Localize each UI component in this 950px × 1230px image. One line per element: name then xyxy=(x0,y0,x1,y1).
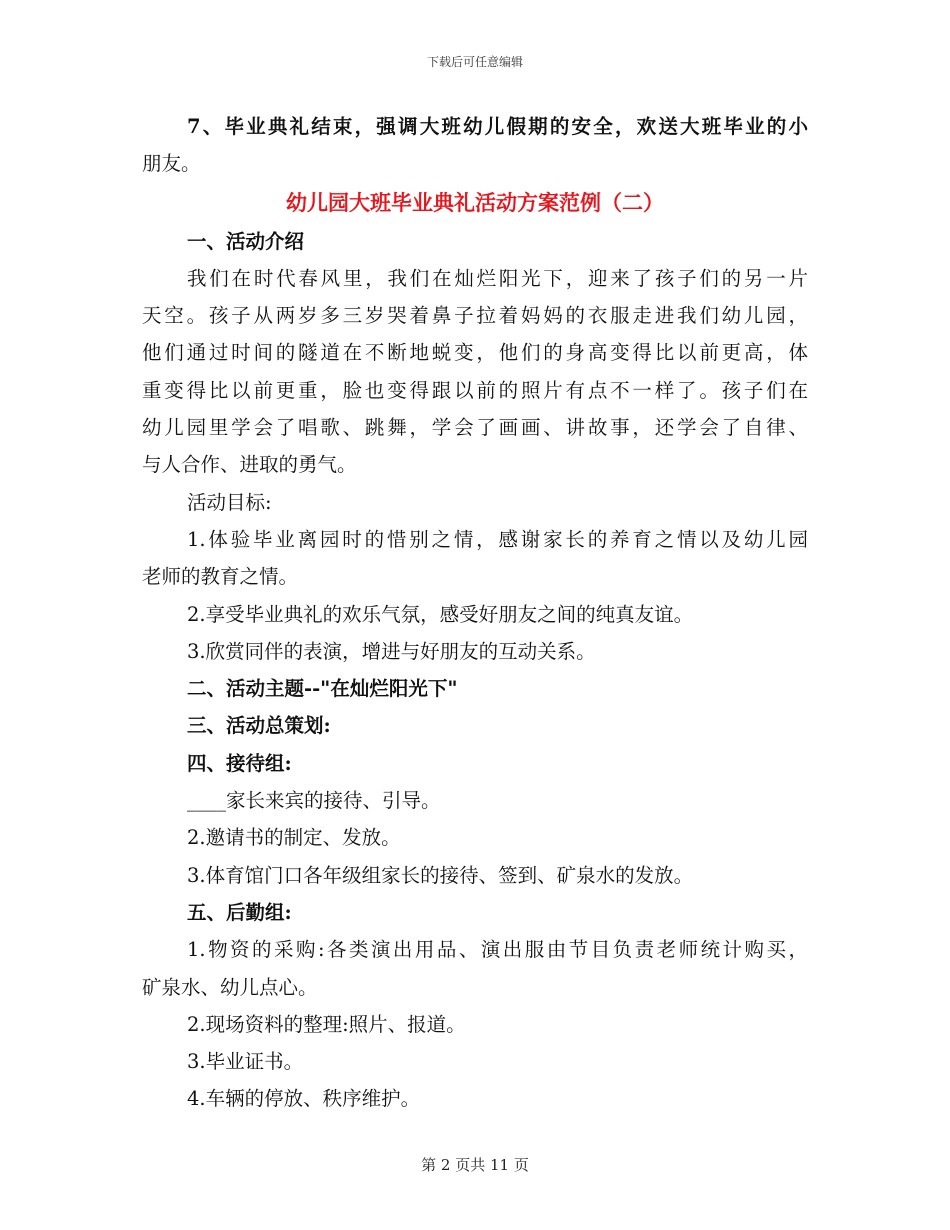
paragraph-line: 重变得比以前更重，脸也变得跟以前的照片有点不一样了。孩子们在 xyxy=(142,378,808,402)
header-note: 下载后可任意编辑 xyxy=(426,55,523,69)
paragraph-line: 7、毕业典礼结束，强调大班幼儿假期的安全，欢送大班毕业的小 xyxy=(187,115,808,138)
list-item: 2.享受毕业典礼的欢乐气氛，感受好朋友之间的纯真友谊。 xyxy=(187,602,694,626)
heading-logistics-group: 五、后勤组: xyxy=(187,900,292,924)
list-item: 3.欣赏同伴的表演，增进与好朋友的互动关系。 xyxy=(187,639,596,663)
paragraph-line: 我们在时代春风里，我们在灿烂阳光下，迎来了孩子们的另一片 xyxy=(187,266,808,290)
heading-activity-intro: 一、活动介绍 xyxy=(187,229,305,253)
list-item: ____家长来宾的接待、引导。 xyxy=(187,789,441,813)
goals-label: 活动目标: xyxy=(187,490,272,514)
paragraph-line: 他们通过时间的隧道在不断地蜕变，他们的身高变得比以前更高，体 xyxy=(142,341,808,365)
heading-activity-theme: 二、活动主题--"在灿烂阳光下" xyxy=(187,677,458,701)
heading-reception-group: 四、接待组: xyxy=(187,751,292,775)
list-item: 3.毕业证书。 xyxy=(187,1050,304,1074)
list-item: 3.体育馆门口各年级组家长的接待、签到、矿泉水的发放。 xyxy=(187,863,694,887)
list-item-continuation: 矿泉水、幼儿点心。 xyxy=(142,975,318,999)
heading-planning: 三、活动总策划: xyxy=(187,714,331,738)
list-item: 1.物资的采购:各类演出用品、演出服由节目负责老师统计购买， xyxy=(187,938,808,962)
paragraph-line: 幼儿园里学会了唱歌、跳舞，学会了画画、讲故事，还学会了自律、 xyxy=(142,416,808,440)
list-item: 1.体验毕业离园时的惜别之情，感谢家长的养育之情以及幼儿园 xyxy=(187,527,808,551)
document-body xyxy=(142,108,808,1118)
list-item: 4.车辆的停放、秩序维护。 xyxy=(187,1087,421,1111)
list-item: 2.邀请书的制定、发放。 xyxy=(187,826,401,850)
paragraph-line: 朋友。 xyxy=(142,152,201,176)
paragraph-line: 与人合作、进取的勇气。 xyxy=(142,453,357,477)
page-footer: 第 2 页共 11 页 xyxy=(421,1156,529,1174)
list-item-continuation: 老师的教育之情。 xyxy=(142,565,299,589)
paragraph-line: 天空。孩子从两岁多三岁哭着鼻子拉着妈妈的衣服走进我们幼儿园， xyxy=(142,304,808,328)
section-title: 幼儿园大班毕业典礼活动方案范例（二） xyxy=(286,189,664,215)
list-item: 2.现场资料的整理:照片、报道。 xyxy=(187,1012,466,1036)
